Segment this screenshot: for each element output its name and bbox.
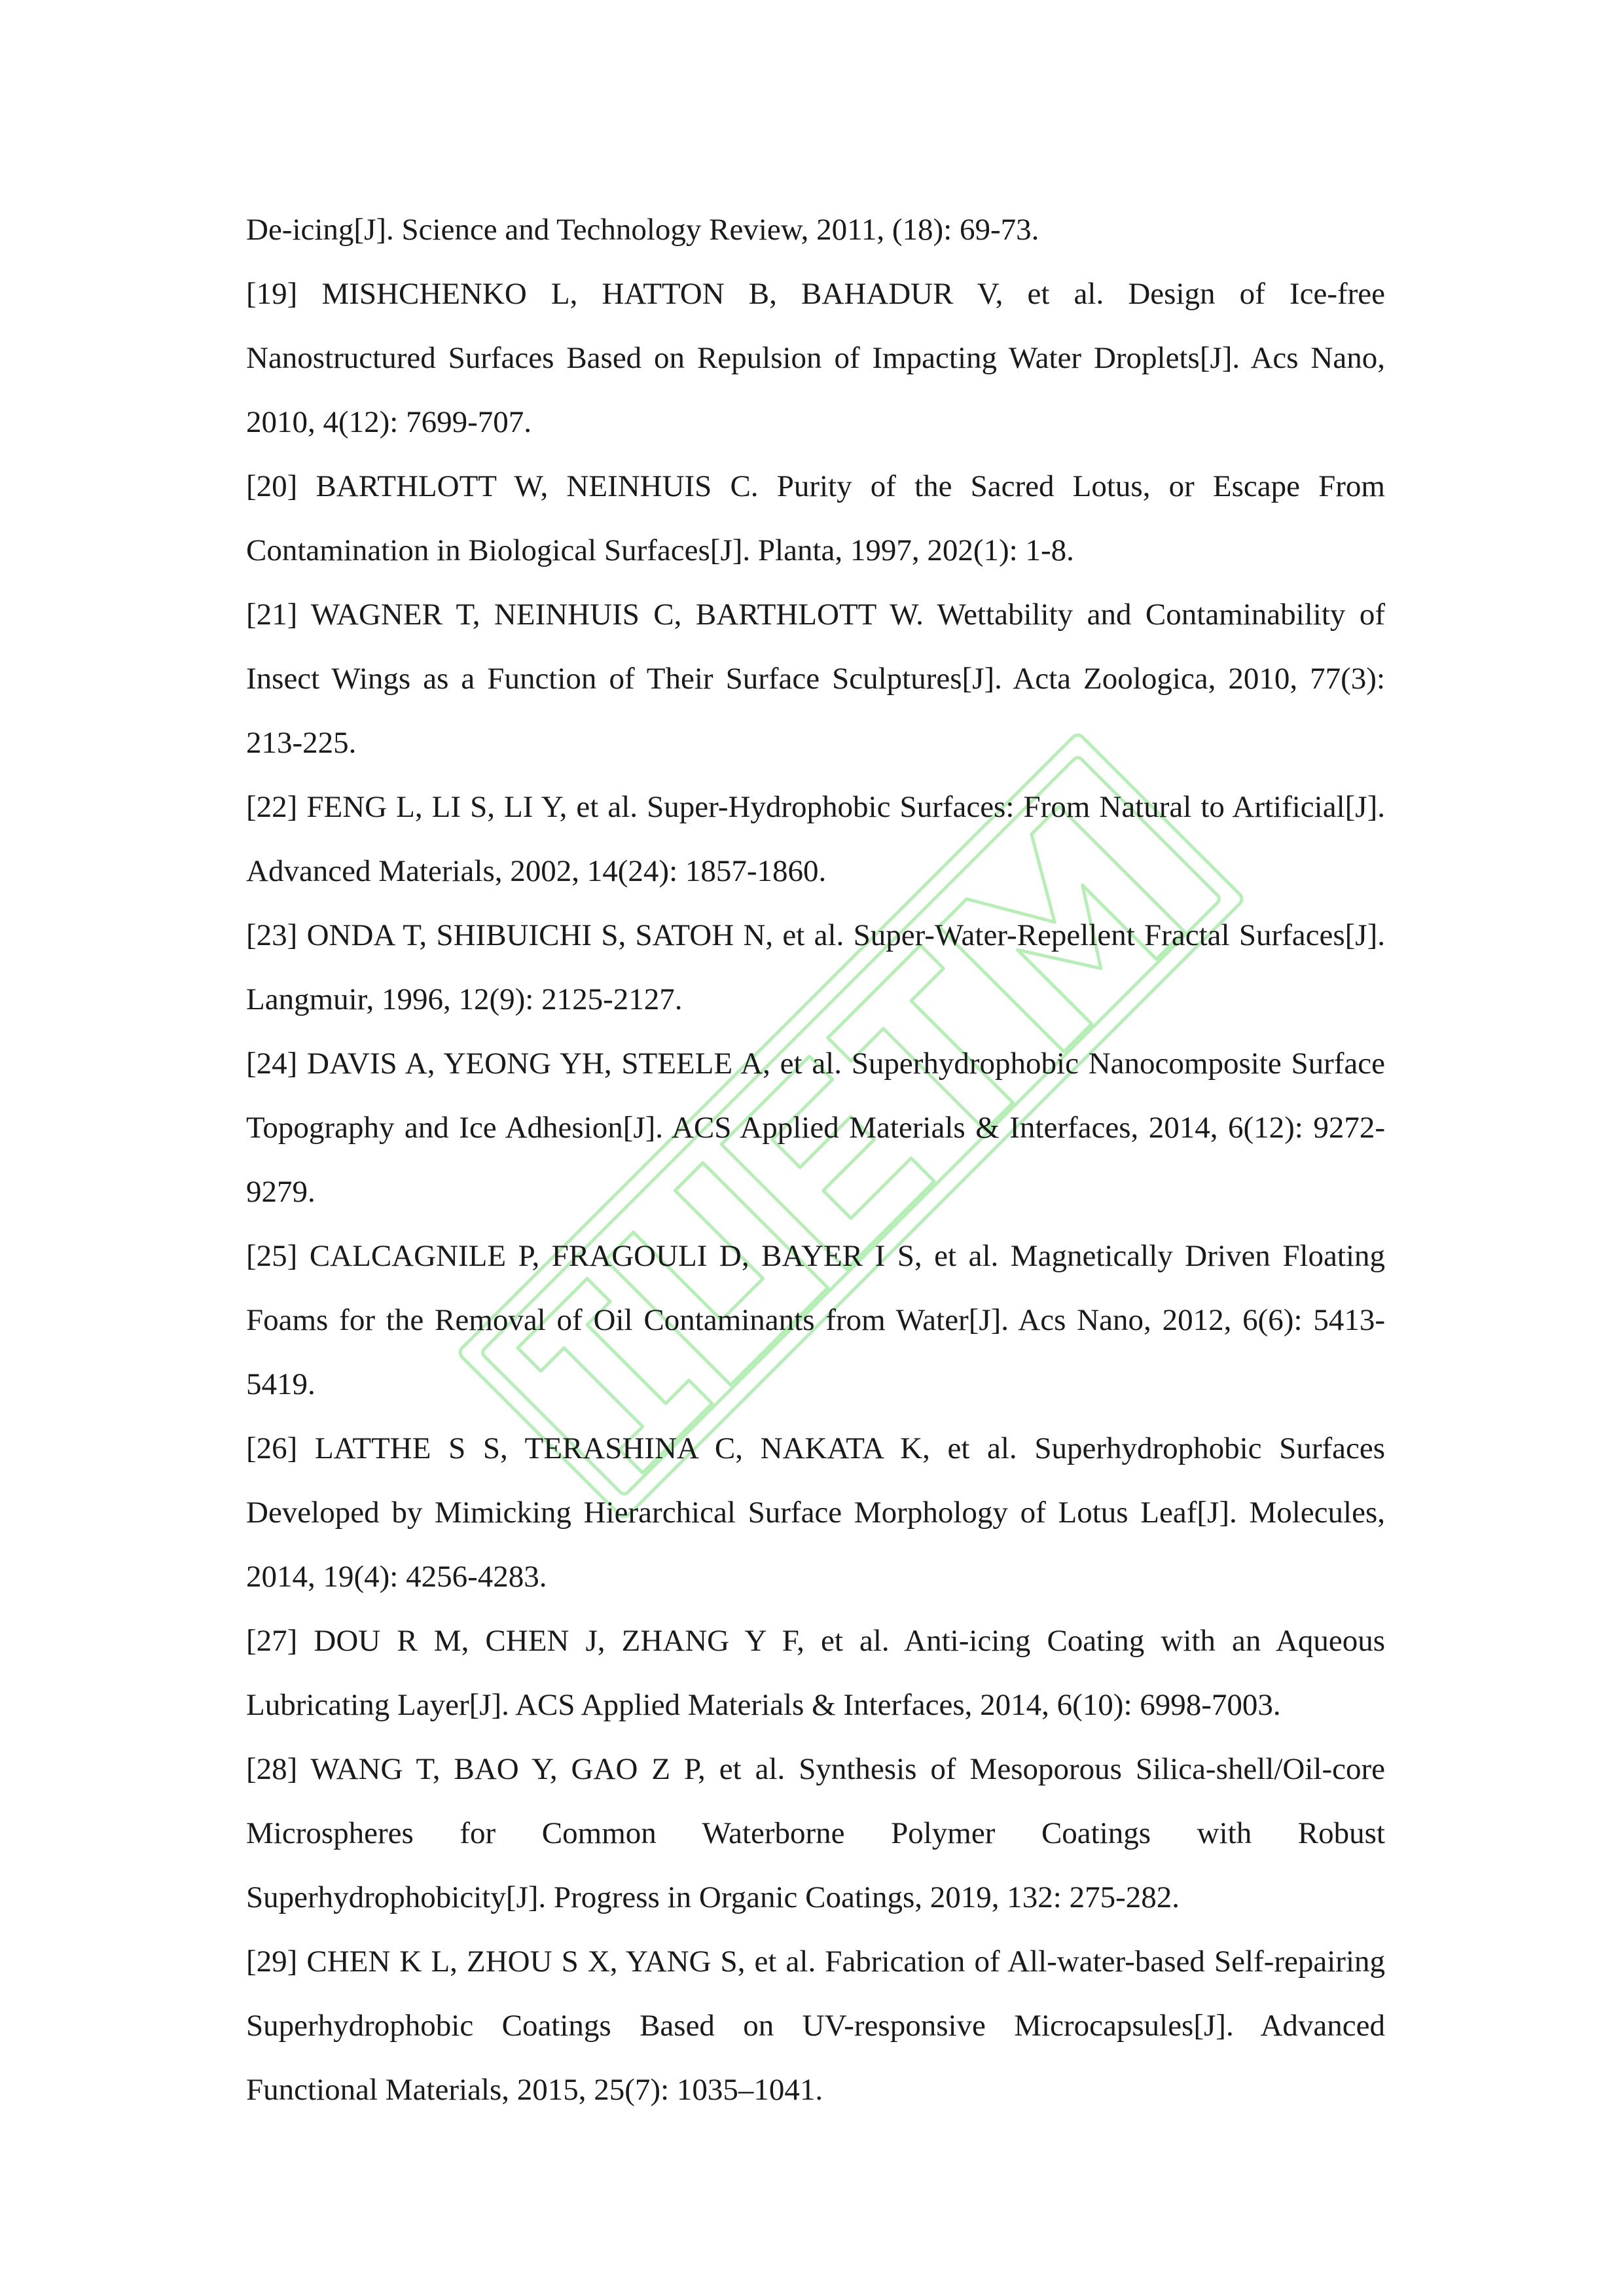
reference-item: [29] CHEN K L, ZHOU S X, YANG S, et al. Fabrication of All-water-based Self-repairing Superhydrophobic Coatings Based on UV-responsive Microcapsules[J]. Advanced Functional Materials, 2015, 25(7): 1035–1041.: [246, 1945, 1385, 2107]
reference-item: [24] DAVIS A, YEONG YH, STEELE A, et al. Superhydrophobic Nanocomposite Surface Topography and Ice Adhesion[J]. ACS Applied Materials & Interfaces, 2014, 6(12): 9272-9279.: [246, 1047, 1385, 1209]
reference-item: [20] BARTHLOTT W, NEINHUIS C. Purity of the Sacred Lotus, or Escape From Contamination in Biological Surfaces[J]. Planta, 1997, 202(1): 1-8.: [246, 469, 1385, 567]
reference-item: [21] WAGNER T, NEINHUIS C, BARTHLOTT W. Wettability and Contaminability of Insect Wings as a Function of Their Surface Sculptures[J]. Acta Zoologica, 2010, 77(3): 213-225.: [246, 598, 1385, 760]
reference-item: De-icing[J]. Science and Technology Review, 2011, (18): 69-73.: [246, 213, 1039, 247]
reference-item: [28] WANG T, BAO Y, GAO Z P, et al. Synthesis of Mesoporous Silica-shell/Oil-core Microspheres for Common Waterborne Polymer Coatings with Robust Superhydrophobicity[J]. Progress in Organic Coatings, 2019, 132: 275-282.: [246, 1752, 1385, 1914]
reference-item: [26] LATTHE S S, TERASHINA C, NAKATA K, et al. Superhydrophobic Surfaces Developed by Mimicking Hierarchical Surface Morphology of Lotus Leaf[J]. Molecules, 2014, 19(4): 4256-4283.: [246, 1431, 1385, 1594]
reference-list: [246, 198, 1385, 2122]
reference-item: [22] FENG L, LI S, LI Y, et al. Super-Hydrophobic Surfaces: From Natural to Artificial[J]. Advanced Materials, 2002, 14(24): 1857-1860.: [246, 790, 1385, 888]
reference-item: [25] CALCAGNILE P, FRAGOULI D, BAYER I S, et al. Magnetically Driven Floating Foams for the Removal of Oil Contaminants from Water[J]. Acs Nano, 2012, 6(6): 5413-5419.: [246, 1239, 1385, 1401]
reference-item: [23] ONDA T, SHIBUICHI S, SATOH N, et al. Super-Water-Repellent Fractal Surfaces[J]. Langmuir, 1996, 12(9): 2125-2127.: [246, 918, 1385, 1016]
reference-item: [27] DOU R M, CHEN J, ZHANG Y F, et al. Anti-icing Coating with an Aqueous Lubricating Layer[J]. ACS Applied Materials & Interfaces, 2014, 6(10): 6998-7003.: [246, 1624, 1385, 1722]
reference-item: [19] MISHCHENKO L, HATTON B, BAHADUR V, et al. Design of Ice-free Nanostructured Surfaces Based on Repulsion of Impacting Water Droplets[J]. Acs Nano, 2010, 4(12): 7699-707.: [246, 277, 1385, 439]
